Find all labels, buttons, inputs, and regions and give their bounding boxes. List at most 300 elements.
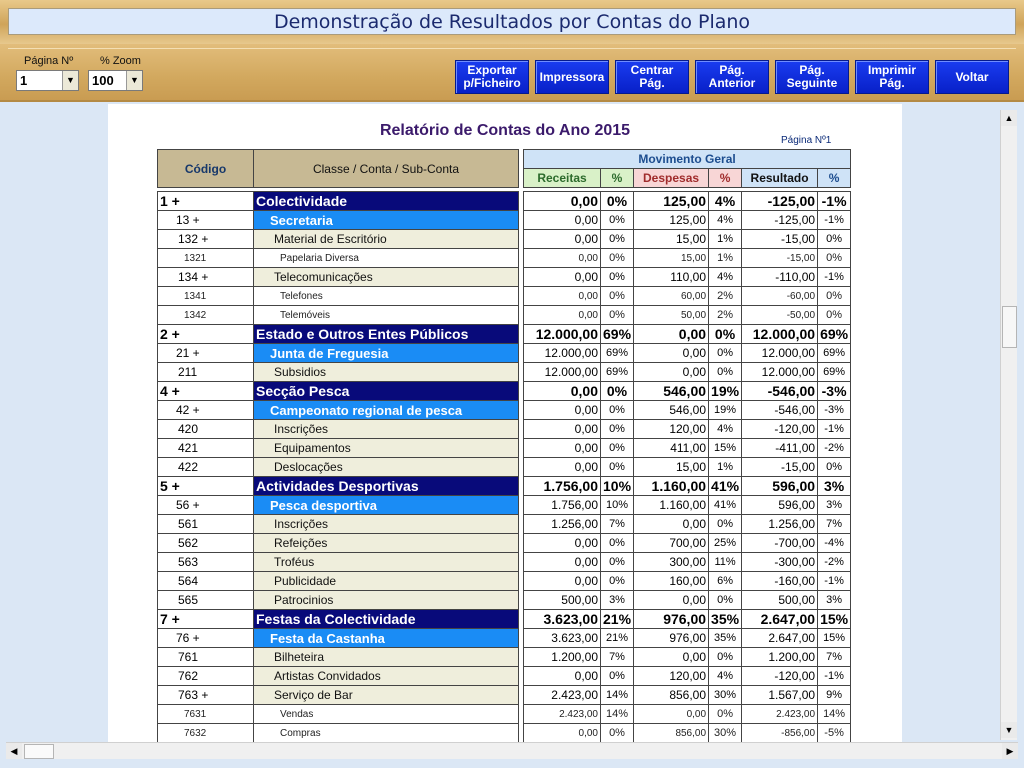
account-name: Material de Escritório [254, 230, 519, 249]
despesas-value: 0,00 [634, 591, 709, 610]
resultado-pct: -1% [818, 192, 851, 211]
scroll-left-icon[interactable]: ◀ [6, 743, 22, 759]
previous-page-button[interactable] [695, 60, 769, 94]
resultado-value: 12.000,00 [742, 344, 818, 363]
account-code: 762 [158, 667, 254, 686]
receitas-pct: 10% [601, 477, 634, 496]
account-code: 420 [158, 420, 254, 439]
receitas-pct: 69% [601, 363, 634, 382]
receitas-value: 2.423,00 [524, 705, 601, 724]
despesas-value: 0,00 [634, 648, 709, 667]
despesas-value: 1.160,00 [634, 477, 709, 496]
report-table [157, 149, 851, 742]
vertical-scroll-thumb[interactable] [1002, 306, 1017, 348]
receitas-pct: 0% [601, 420, 634, 439]
account-code: 562 [158, 534, 254, 553]
button-label: Seguinte [786, 76, 838, 90]
receitas-pct: 0% [601, 439, 634, 458]
account-name: Subsidios [254, 363, 519, 382]
despesas-pct: 0% [709, 591, 742, 610]
receitas-value: 0,00 [524, 306, 601, 325]
resultado-pct: 0% [818, 306, 851, 325]
despesas-value: 50,00 [634, 306, 709, 325]
account-code: 422 [158, 458, 254, 477]
table-row [158, 572, 851, 591]
despesas-pct: 15% [709, 439, 742, 458]
despesas-pct: 4% [709, 192, 742, 211]
table-row [158, 515, 851, 534]
receitas-pct: 0% [601, 667, 634, 686]
receitas-pct: 0% [601, 553, 634, 572]
receitas-value: 0,00 [524, 230, 601, 249]
despesas-value: 15,00 [634, 230, 709, 249]
zoom-select[interactable] [88, 70, 143, 91]
account-name: Artistas Convidados [254, 667, 519, 686]
table-row [158, 629, 851, 648]
receitas-pct: 7% [601, 648, 634, 667]
resultado-pct: 0% [818, 287, 851, 306]
resultado-pct: -3% [818, 382, 851, 401]
receitas-value: 1.200,00 [524, 648, 601, 667]
resultado-pct: -2% [818, 439, 851, 458]
resultado-value: 1.256,00 [742, 515, 818, 534]
receitas-value: 0,00 [524, 534, 601, 553]
table-row [158, 230, 851, 249]
horizontal-scrollbar[interactable] [6, 742, 1018, 759]
receitas-value: 0,00 [524, 420, 601, 439]
account-code: 561 [158, 515, 254, 534]
account-code: 564 [158, 572, 254, 591]
button-label: Imprimir [867, 63, 916, 77]
receitas-pct: 14% [601, 686, 634, 705]
resultado-value: -15,00 [742, 458, 818, 477]
despesas-value: 976,00 [634, 629, 709, 648]
table-row [158, 648, 851, 667]
table-row [158, 591, 851, 610]
back-button[interactable] [935, 60, 1009, 94]
receitas-value: 0,00 [524, 667, 601, 686]
receitas-pct: 0% [601, 534, 634, 553]
receitas-value: 0,00 [524, 401, 601, 420]
despesas-value: 0,00 [634, 515, 709, 534]
report-viewport[interactable] [0, 104, 1000, 742]
receitas-pct: 0% [601, 268, 634, 287]
account-name: Campeonato regional de pesca [254, 401, 519, 420]
account-name: Junta de Freguesia [254, 344, 519, 363]
receitas-pct: 0% [601, 458, 634, 477]
resultado-value: 2.423,00 [742, 705, 818, 724]
resultado-pct: 3% [818, 477, 851, 496]
resultado-pct: -3% [818, 401, 851, 420]
despesas-pct: 4% [709, 667, 742, 686]
report-rows [158, 192, 851, 743]
receitas-pct: 69% [601, 325, 634, 344]
table-row [158, 496, 851, 515]
receitas-pct: 0% [601, 230, 634, 249]
button-label: Pág. [639, 76, 665, 90]
receitas-pct: 0% [601, 401, 634, 420]
account-name: Inscrições [254, 420, 519, 439]
resultado-pct: -1% [818, 572, 851, 591]
despesas-value: 125,00 [634, 211, 709, 230]
despesas-pct: 1% [709, 458, 742, 477]
table-row [158, 553, 851, 572]
resultado-value: -411,00 [742, 439, 818, 458]
vertical-scrollbar[interactable] [1000, 110, 1017, 740]
resultado-value: -120,00 [742, 667, 818, 686]
account-name: Refeições [254, 534, 519, 553]
page-number-label: Página Nº [24, 55, 74, 67]
receitas-value: 0,00 [524, 458, 601, 477]
receitas-value: 0,00 [524, 287, 601, 306]
receitas-pct: 0% [601, 287, 634, 306]
receitas-value: 12.000,00 [524, 344, 601, 363]
table-row [158, 363, 851, 382]
resultado-value: -125,00 [742, 192, 818, 211]
despesas-pct: 19% [709, 401, 742, 420]
receitas-value: 0,00 [524, 249, 601, 268]
despesas-pct: 41% [709, 496, 742, 515]
resultado-pct: 69% [818, 344, 851, 363]
account-code: 56 + [158, 496, 254, 515]
despesas-value: 160,00 [634, 572, 709, 591]
table-row [158, 192, 851, 211]
despesas-pct: 4% [709, 211, 742, 230]
receitas-value: 0,00 [524, 553, 601, 572]
receitas-value: 0,00 [524, 211, 601, 230]
button-label: Centrar [630, 63, 674, 77]
despesas-value: 411,00 [634, 439, 709, 458]
resultado-pct: 0% [818, 249, 851, 268]
table-row [158, 686, 851, 705]
resultado-value: -15,00 [742, 230, 818, 249]
page-number-value: 1 [20, 73, 28, 88]
header-pct-resultado: % [818, 169, 851, 188]
receitas-value: 0,00 [524, 382, 601, 401]
title-bar [0, 0, 1024, 44]
account-name: Festa da Castanha [254, 629, 519, 648]
receitas-value: 1.256,00 [524, 515, 601, 534]
export-file-button[interactable] [455, 60, 529, 94]
account-name: Papelaria Diversa [254, 249, 519, 268]
receitas-value: 3.623,00 [524, 629, 601, 648]
resultado-pct: 0% [818, 230, 851, 249]
receitas-pct: 0% [601, 382, 634, 401]
table-row [158, 439, 851, 458]
receitas-value: 0,00 [524, 439, 601, 458]
button-label: Exportar [467, 63, 517, 77]
scroll-right-icon[interactable]: ▶ [1002, 743, 1018, 759]
resultado-pct: 15% [818, 629, 851, 648]
resultado-value: 2.647,00 [742, 629, 818, 648]
despesas-pct: 30% [709, 724, 742, 743]
account-name: Bilheteira [254, 648, 519, 667]
resultado-value: -300,00 [742, 553, 818, 572]
resultado-value: -125,00 [742, 211, 818, 230]
receitas-value: 12.000,00 [524, 325, 601, 344]
table-row [158, 268, 851, 287]
table-row [158, 458, 851, 477]
receitas-pct: 21% [601, 610, 634, 629]
despesas-value: 120,00 [634, 667, 709, 686]
horizontal-scroll-thumb[interactable] [24, 744, 54, 759]
resultado-value: 2.647,00 [742, 610, 818, 629]
receitas-value: 1.756,00 [524, 496, 601, 515]
button-label: Anterior [708, 76, 756, 90]
account-code: 134 + [158, 268, 254, 287]
resultado-value: -110,00 [742, 268, 818, 287]
account-name: Troféus [254, 553, 519, 572]
scroll-up-icon[interactable]: ▲ [1001, 110, 1017, 126]
despesas-pct: 25% [709, 534, 742, 553]
resultado-pct: 69% [818, 325, 851, 344]
despesas-pct: 0% [709, 363, 742, 382]
receitas-pct: 0% [601, 249, 634, 268]
account-name: Actividades Desportivas [254, 477, 519, 496]
account-code: 132 + [158, 230, 254, 249]
table-row [158, 325, 851, 344]
despesas-value: 0,00 [634, 705, 709, 724]
receitas-value: 0,00 [524, 572, 601, 591]
resultado-pct: 7% [818, 515, 851, 534]
despesas-pct: 11% [709, 553, 742, 572]
resultado-value: -700,00 [742, 534, 818, 553]
page-number-select[interactable] [16, 70, 79, 91]
header-codigo: Código [158, 150, 254, 188]
receitas-value: 0,00 [524, 192, 601, 211]
resultado-pct: -1% [818, 420, 851, 439]
receitas-pct: 14% [601, 705, 634, 724]
account-name: Equipamentos [254, 439, 519, 458]
despesas-value: 856,00 [634, 686, 709, 705]
despesas-pct: 1% [709, 230, 742, 249]
resultado-value: -50,00 [742, 306, 818, 325]
button-label: Impressora [539, 69, 605, 84]
despesas-value: 120,00 [634, 420, 709, 439]
receitas-pct: 0% [601, 211, 634, 230]
zoom-label: % Zoom [100, 55, 141, 67]
despesas-pct: 0% [709, 648, 742, 667]
table-row [158, 477, 851, 496]
receitas-pct: 0% [601, 724, 634, 743]
account-code: 76 + [158, 629, 254, 648]
account-code: 5 + [158, 477, 254, 496]
receitas-pct: 0% [601, 306, 634, 325]
despesas-value: 0,00 [634, 344, 709, 363]
account-name: Telefones [254, 287, 519, 306]
window-title: Demonstração de Resultados por Contas do Plano [8, 8, 1016, 35]
table-row [158, 534, 851, 553]
header-pct-despesas: % [709, 169, 742, 188]
account-code: 563 [158, 553, 254, 572]
table-row [158, 287, 851, 306]
account-code: 1321 [158, 249, 254, 268]
table-row [158, 724, 851, 743]
resultado-value: 12.000,00 [742, 325, 818, 344]
despesas-pct: 0% [709, 325, 742, 344]
account-code: 13 + [158, 211, 254, 230]
receitas-pct: 0% [601, 192, 634, 211]
resultado-pct: -2% [818, 553, 851, 572]
despesas-value: 546,00 [634, 401, 709, 420]
account-code: 7 + [158, 610, 254, 629]
button-label: Pág. [719, 63, 745, 77]
header-receitas: Receitas [524, 169, 601, 188]
zoom-value: 100 [92, 73, 114, 88]
account-code: 211 [158, 363, 254, 382]
receitas-value: 0,00 [524, 268, 601, 287]
account-code: 1341 [158, 287, 254, 306]
account-code: 763 + [158, 686, 254, 705]
despesas-pct: 30% [709, 686, 742, 705]
account-code: 21 + [158, 344, 254, 363]
resultado-value: -15,00 [742, 249, 818, 268]
table-row [158, 382, 851, 401]
despesas-value: 0,00 [634, 325, 709, 344]
account-name: Publicidade [254, 572, 519, 591]
receitas-value: 1.756,00 [524, 477, 601, 496]
resultado-pct: 14% [818, 705, 851, 724]
resultado-pct: 69% [818, 363, 851, 382]
resultado-pct: -1% [818, 268, 851, 287]
button-label: Pág. [799, 63, 825, 77]
despesas-pct: 41% [709, 477, 742, 496]
despesas-value: 110,00 [634, 268, 709, 287]
despesas-value: 60,00 [634, 287, 709, 306]
table-row [158, 249, 851, 268]
receitas-pct: 69% [601, 344, 634, 363]
receitas-value: 3.623,00 [524, 610, 601, 629]
receitas-pct: 7% [601, 515, 634, 534]
resultado-value: -60,00 [742, 287, 818, 306]
report-title: Relatório de Contas do Ano 2015 [379, 122, 631, 139]
account-code: 4 + [158, 382, 254, 401]
account-code: 1 + [158, 192, 254, 211]
despesas-pct: 0% [709, 515, 742, 534]
despesas-pct: 1% [709, 249, 742, 268]
account-name: Festas da Colectividade [254, 610, 519, 629]
resultado-value: -856,00 [742, 724, 818, 743]
resultado-value: -546,00 [742, 382, 818, 401]
table-row [158, 420, 851, 439]
table-row [158, 306, 851, 325]
account-name: Colectividade [254, 192, 519, 211]
despesas-value: 856,00 [634, 724, 709, 743]
report-page-number: Página Nº1 [781, 135, 832, 146]
header-resultado: Resultado [742, 169, 818, 188]
account-name: Telecomunicações [254, 268, 519, 287]
account-code: 761 [158, 648, 254, 667]
receitas-value: 12.000,00 [524, 363, 601, 382]
resultado-value: 500,00 [742, 591, 818, 610]
printer-button[interactable] [535, 60, 609, 94]
despesas-pct: 2% [709, 306, 742, 325]
account-code: 421 [158, 439, 254, 458]
button-label: Voltar [955, 69, 989, 84]
table-row [158, 344, 851, 363]
resultado-value: -546,00 [742, 401, 818, 420]
resultado-value: 1.567,00 [742, 686, 818, 705]
despesas-value: 15,00 [634, 458, 709, 477]
account-name: Secretaria [254, 211, 519, 230]
despesas-value: 15,00 [634, 249, 709, 268]
despesas-pct: 0% [709, 705, 742, 724]
resultado-value: 596,00 [742, 496, 818, 515]
header-classe: Classe / Conta / Sub-Conta [254, 150, 519, 188]
chevron-down-icon[interactable]: ▼ [62, 71, 78, 90]
despesas-pct: 19% [709, 382, 742, 401]
account-name: Inscrições [254, 515, 519, 534]
receitas-pct: 0% [601, 572, 634, 591]
resultado-value: 596,00 [742, 477, 818, 496]
receitas-pct: 3% [601, 591, 634, 610]
resultado-pct: 3% [818, 591, 851, 610]
button-label: p/Ficheiro [463, 76, 521, 90]
despesas-pct: 2% [709, 287, 742, 306]
center-page-button[interactable] [615, 60, 689, 94]
resultado-value: 12.000,00 [742, 363, 818, 382]
account-name: Vendas [254, 705, 519, 724]
header-pct-receitas: % [601, 169, 634, 188]
resultado-pct: -5% [818, 724, 851, 743]
resultado-pct: -4% [818, 534, 851, 553]
account-name: Compras [254, 724, 519, 743]
receitas-value: 0,00 [524, 724, 601, 743]
despesas-pct: 4% [709, 268, 742, 287]
account-name: Deslocações [254, 458, 519, 477]
table-row [158, 610, 851, 629]
despesas-pct: 6% [709, 572, 742, 591]
account-code: 7632 [158, 724, 254, 743]
next-page-button[interactable] [775, 60, 849, 94]
scroll-down-icon[interactable]: ▼ [1001, 722, 1017, 738]
despesas-value: 0,00 [634, 363, 709, 382]
print-page-button[interactable] [855, 60, 929, 94]
receitas-value: 500,00 [524, 591, 601, 610]
despesas-value: 125,00 [634, 192, 709, 211]
account-code: 7631 [158, 705, 254, 724]
account-name: Secção Pesca [254, 382, 519, 401]
despesas-pct: 35% [709, 610, 742, 629]
resultado-pct: 0% [818, 458, 851, 477]
table-row [158, 211, 851, 230]
account-code: 1342 [158, 306, 254, 325]
despesas-pct: 0% [709, 344, 742, 363]
despesas-value: 700,00 [634, 534, 709, 553]
despesas-pct: 35% [709, 629, 742, 648]
table-row [158, 705, 851, 724]
button-label: Pág. [879, 76, 905, 90]
resultado-value: 1.200,00 [742, 648, 818, 667]
account-name: Pesca desportiva [254, 496, 519, 515]
account-name: Serviço de Bar [254, 686, 519, 705]
account-code: 2 + [158, 325, 254, 344]
account-name: Estado e Outros Entes Públicos [254, 325, 519, 344]
account-name: Telemóveis [254, 306, 519, 325]
chevron-down-icon[interactable]: ▼ [126, 71, 142, 90]
despesas-value: 976,00 [634, 610, 709, 629]
receitas-pct: 21% [601, 629, 634, 648]
toolbar-inner [8, 48, 1016, 100]
account-code: 42 + [158, 401, 254, 420]
account-name: Patrocinios [254, 591, 519, 610]
account-code: 565 [158, 591, 254, 610]
resultado-value: -160,00 [742, 572, 818, 591]
resultado-pct: 15% [818, 610, 851, 629]
despesas-value: 300,00 [634, 553, 709, 572]
toolbar [0, 44, 1024, 102]
table-row [158, 667, 851, 686]
